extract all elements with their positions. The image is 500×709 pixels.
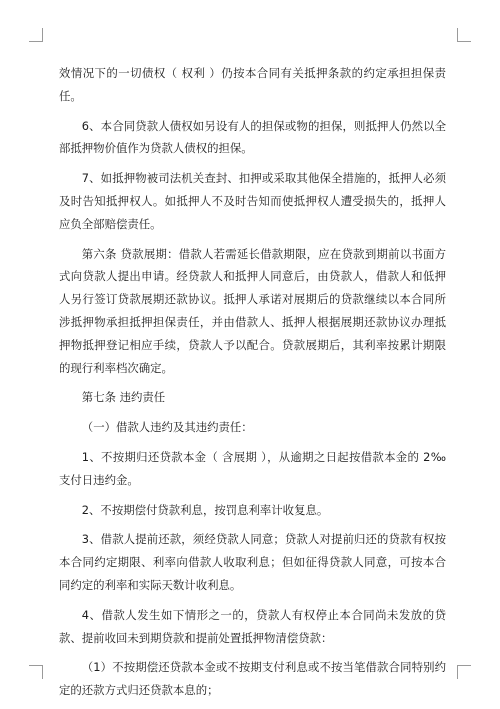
default-item-3: 3、借款人提前还款，须经贷款人同意；贷款人对提前归还的贷款有权按本合同约定期限、利率向借款人收取利息；但如征得贷款人同意，可按本合同约定的利率和实际天数计收利息。 xyxy=(59,532,446,592)
crop-mark-bottom-left xyxy=(29,665,43,679)
default-item-4: 4、借款人发生如下情形之一的，贷款人有权停止本合同尚未发放的贷款、提前收回未到期贷款和提前处置抵押物清偿贷款： xyxy=(59,607,446,645)
crop-mark-top-right xyxy=(457,28,471,42)
crop-mark-bottom-right xyxy=(457,665,471,679)
document-body xyxy=(59,62,446,709)
article-6-loan-extension: 第六条 贷款展期：借款人若需延长借款期限，应在贷款到期前以书面方式向贷款人提出申请。经贷款人和抵押人同意后，由贷款人，借款人和低押人另行签订贷款展期还款协议。抵押人承诺对展期后的贷款继续以本合同所涉抵押物承担抵押担保责任，并由借款人、抵押人根据展期还款协议办理抵押物抵押登记相应手续，贷款人予以配合。贷款展期后，其利率按累计期限的现行利率档次确定。 xyxy=(59,246,446,375)
clause-6: 6、本合同贷款人债权如另设有人的担保或物的担保，则抵押人仍然以全部抵押物价值作为贷款人债权的担保。 xyxy=(59,118,446,156)
section-borrower-default: （一）借款人违约及其违约责任： xyxy=(81,420,253,435)
default-item-2: 2、不按期偿付贷款利息，按罚息利率计收复息。 xyxy=(81,502,329,517)
crop-mark-top-left xyxy=(29,28,43,42)
article-7-heading: 第七条 违约责任 xyxy=(81,390,166,405)
paragraph-continuation: 效情况下的一切债权（ 权利 ）仍按本合同有关抵押条款的约定承担担保责任。 xyxy=(59,66,446,103)
clause-7: 7、如抵押物被司法机关查封、扣押或采取其他保全措施的，抵押人必须及时告知抵押权人。如抵押人不及时告知而使抵押权人遭受损失的，抵押人应负全部赔偿责任。 xyxy=(59,171,446,231)
default-item-1: 1、不按期归还贷款本金（ 含展期 ），从逾期之日起按借款本金的 2‰支付日违约金。 xyxy=(59,449,446,487)
default-subitem-1: （1）不按期偿还贷款本金或不按期支付利息或不按当笔借款合同特别约定的还款方式归还贷款本息的； xyxy=(59,660,446,698)
